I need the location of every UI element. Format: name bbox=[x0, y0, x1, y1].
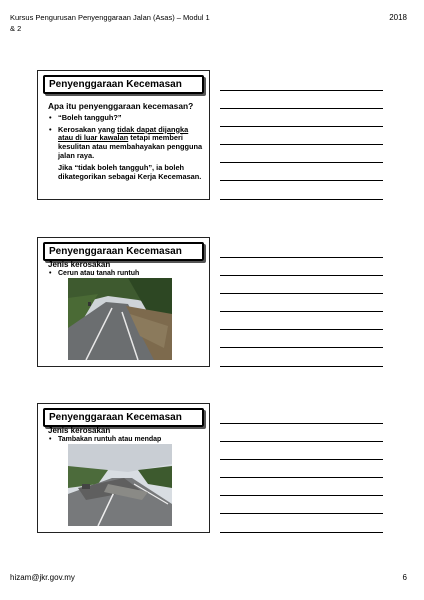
subsidence-photo bbox=[68, 444, 172, 526]
bullet-item: • Cerun atau tanah runtuh bbox=[48, 269, 139, 278]
landslide-photo bbox=[68, 278, 172, 360]
bullet-item: • Tambakan runtuh atau mendap bbox=[48, 435, 161, 444]
slide-thumbnail-2 bbox=[37, 237, 210, 367]
slide-subtitle: Jenis kerosakan bbox=[48, 260, 111, 269]
slide-paragraph: Jika “tidak boleh tangguh”, ia boleh dikategorikan sebagai Kerja Kecemasan. bbox=[58, 162, 202, 181]
slide-thumbnail-3 bbox=[37, 403, 210, 533]
slide-title: Penyenggaraan Kecemasan bbox=[43, 408, 204, 427]
slide-question: Apa itu penyenggaraan kecemasan? bbox=[48, 101, 194, 111]
page-number: 6 bbox=[402, 573, 407, 582]
footer-email: hizam@jkr.gov.my bbox=[10, 573, 75, 582]
note-lines bbox=[220, 257, 383, 384]
note-lines bbox=[220, 423, 383, 550]
bullet-item: • Kerosakan yang tidak dapat dijangka atau di luar kawalan tetapi memberi kesulitan atau membahayakan pengguna jalan raya. bbox=[48, 126, 203, 161]
year-label: 2018 bbox=[389, 13, 407, 22]
slide-subtitle: Jenis kerosakan bbox=[48, 426, 111, 435]
slide-title: Penyenggaraan Kecemasan bbox=[43, 75, 204, 94]
bullet-item: • “Boleh tangguh?” bbox=[48, 114, 203, 123]
slide-body bbox=[48, 102, 203, 184]
note-lines bbox=[220, 90, 383, 217]
slide-title: Penyenggaraan Kecemasan bbox=[43, 242, 204, 261]
slide-thumbnail-1 bbox=[37, 70, 210, 200]
course-title: Kursus Pengurusan Penyenggaraan Jalan (Asas) – Modul 1 & 2 bbox=[10, 13, 210, 33]
